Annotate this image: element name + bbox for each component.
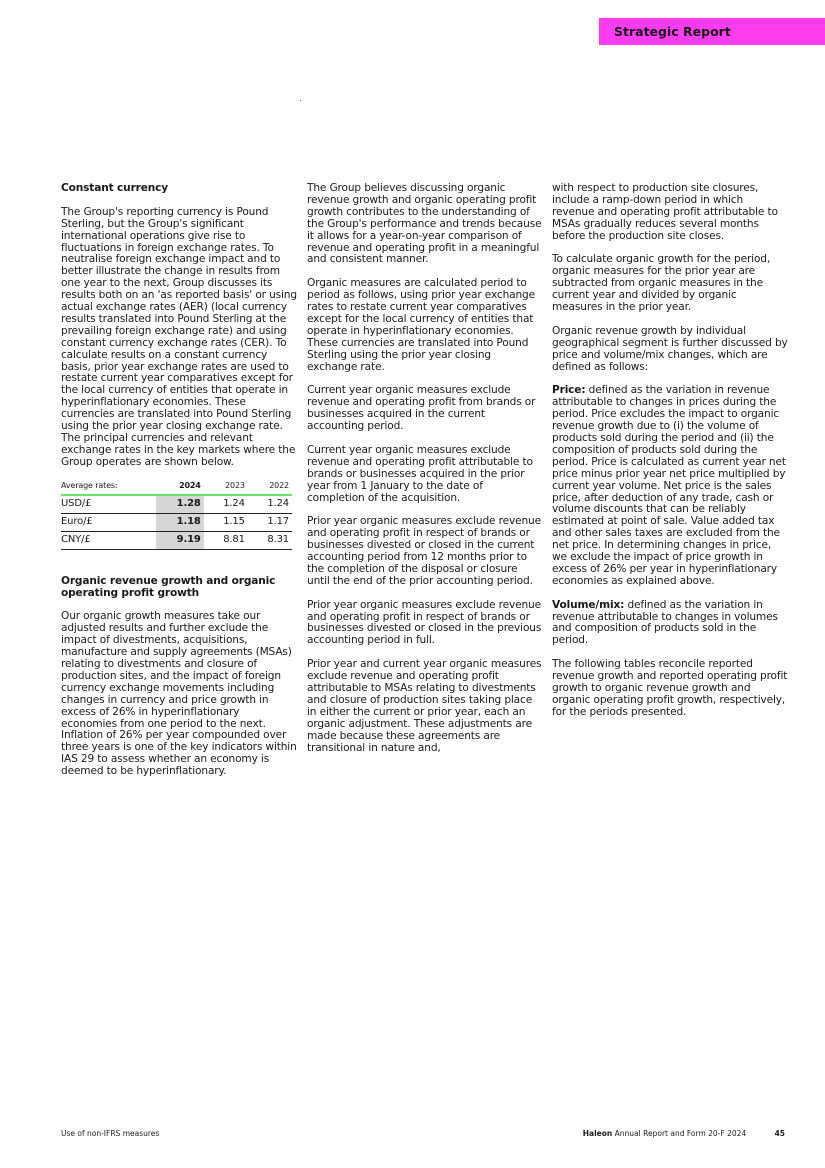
paragraph: Current year organic measures exclude revenue and operating profit from brands or businesses acquired in the current accounting period. bbox=[307, 384, 536, 433]
year-header: 2022 bbox=[248, 479, 292, 495]
paragraph: with respect to production site closures, include a ramp-down period in which revenue and operating profit attributable to MSAs gradually reduces several months before the production site closes. bbox=[552, 182, 778, 242]
heading-constant-currency: Constant currency bbox=[61, 182, 169, 194]
paragraph: Our organic growth measures take our adjusted results and further exclude the impact of divestments, acquisitions, manufacture and supply agreements (MSAs) relating to divestments and closure of production sites, and the impact of foreign currency exchange movements including changes in currency and price growth in excess of 26% in hyperinflationary economies from one period to the next. Inflation of 26% per year compounded over three years is one of the key indicators within IAS 29 to assess whether an economy is deemed to be hyperinflationary. bbox=[61, 610, 297, 778]
footer-report bbox=[583, 1129, 785, 1138]
page-number: 45 bbox=[774, 1129, 785, 1138]
volume-label: Volume/mix: bbox=[552, 598, 625, 611]
price-label: Price: bbox=[552, 384, 586, 397]
rate-cell: 1.15 bbox=[204, 513, 248, 531]
decorative-dot bbox=[300, 100, 301, 101]
rate-cell: 1.17 bbox=[248, 513, 292, 531]
table-row bbox=[61, 513, 292, 531]
currency-label: CNY/£ bbox=[61, 531, 156, 549]
rate-cell: 9.19 bbox=[156, 531, 204, 549]
table-header-row bbox=[61, 479, 292, 495]
footer-section-title: Use of non-IFRS measures bbox=[61, 1129, 160, 1138]
rate-cell: 1.24 bbox=[248, 495, 292, 514]
rate-cell: 1.18 bbox=[156, 513, 204, 531]
exchange-rates-table bbox=[61, 479, 292, 550]
paragraph: To calculate organic growth for the period, organic measures for the prior year are subtracted from organic measures in the current year and divided by organic measures in the prior year. bbox=[552, 253, 771, 314]
rate-cell: 1.28 bbox=[156, 495, 204, 514]
footer-report-title: Annual Report and Form 20-F 2024 bbox=[614, 1129, 747, 1138]
rate-cell: 1.24 bbox=[204, 495, 248, 514]
currency-label: USD/£ bbox=[61, 495, 156, 514]
paragraph: The Group believes discussing organic revenue growth and organic operating profit growth contributes to the understanding of the Group's performance and trends because it allows for a year-on-year comparison of revenue and operating profit in a meaningful and consistent manner. bbox=[307, 182, 542, 266]
column-3 bbox=[552, 183, 788, 719]
price-definition bbox=[552, 385, 788, 587]
heading-organic-growth: Organic revenue growth and organic operating profit growth bbox=[61, 574, 276, 599]
table-label-header: Average rates: bbox=[61, 479, 156, 495]
year-header: 2023 bbox=[204, 479, 248, 495]
paragraph: Organic revenue growth by individual geographical segment is further discussed by price and volume/mix changes, which are defined as follows: bbox=[552, 324, 788, 373]
year-header: 2024 bbox=[156, 479, 204, 495]
paragraph: The following tables reconcile reported revenue growth and reported operating profit growth to organic revenue growth and organic operating profit growth, respectively, for the periods presented. bbox=[552, 658, 788, 718]
rate-cell: 8.31 bbox=[248, 531, 292, 549]
column-2 bbox=[307, 183, 543, 754]
currency-label: Euro/£ bbox=[61, 513, 156, 531]
column-1 bbox=[61, 183, 297, 778]
price-text: defined as the variation in revenue attributable to changes in prices during the period. Price excludes the impact to organic revenue growth due to (i) the volume of products sold during the period and (ii) the composition of products sold during the period. Price is calculated as current year net price minus prior year net price multiplied by current year volume. Net price is the sales price, after deduction of any trade, cash or volume discounts that can be reliably estimated at point of sale. Value added tax and other sales taxes are excluded from the net price. In determining changes in price, we exclude the impact of price growth in excess of 26% per year in hyperinflationary economies as explained above. bbox=[552, 384, 786, 587]
paragraph: Prior year and current year organic measures exclude revenue and operating profit attributable to MSAs relating to divestments and closure of production sites taking place in either the current or prior year, each an organic adjustment. These adjustments are made because these agreements are transitional in nature and, bbox=[307, 658, 542, 754]
table-row bbox=[61, 495, 292, 514]
section-tag: Strategic Report bbox=[599, 18, 825, 45]
rate-cell: 8.81 bbox=[204, 531, 248, 549]
paragraph: Organic measures are calculated period to period as follows, using prior year exchange rates to restate current year comparatives except for the local currency of entities that operate in hyperinflationary economies. These currencies are translated into Pound Sterling using the prior year closing exchange rate. bbox=[307, 277, 536, 373]
paragraph: Current year organic measures exclude revenue and operating profit attributable to brands or businesses acquired in the prior year from 1 January to the date of completion of the acquisition. bbox=[307, 443, 533, 504]
paragraph: Prior year organic measures exclude revenue and operating profit in respect of brands or businesses divested or closed in the previous accounting period in full. bbox=[307, 598, 542, 647]
volume-text: defined as the variation in revenue attributable to changes in volumes and composition of products sold in the period. bbox=[552, 598, 778, 647]
paragraph: Prior year organic measures exclude revenue and operating profit in respect of brands or businesses divested or closed in the current accounting period from 12 months prior to the completion of the disposal or closure until the end of the prior accounting period. bbox=[307, 515, 541, 587]
footer-brand: Haleon bbox=[582, 1129, 613, 1138]
table-row bbox=[61, 531, 292, 549]
paragraph: The Group's reporting currency is Pound Sterling, but the Group's significant international operations give rise to fluctuations in foreign exchange rates. To neutralise foreign exchange impact and to better illustrate the change in results from one year to the next, Group discusses its results both on an 'as reported basis' or using actual exchange rates (AER) (local currency results translated into Pound Sterling at the prevailing foreign exchange rate) and using constant currency exchange rates (CER). To calculate results on a constant currency basis, prior year exchange rates are used to restate current year comparatives except for the local currency of entities that operate in hyperinflationary economies. These currencies are translated into Pound Sterling using the prior year closing exchange rate. The principal currencies and relevant exchange rates in the key markets where the Group operates are shown below. bbox=[61, 205, 297, 468]
volume-definition bbox=[552, 600, 788, 648]
